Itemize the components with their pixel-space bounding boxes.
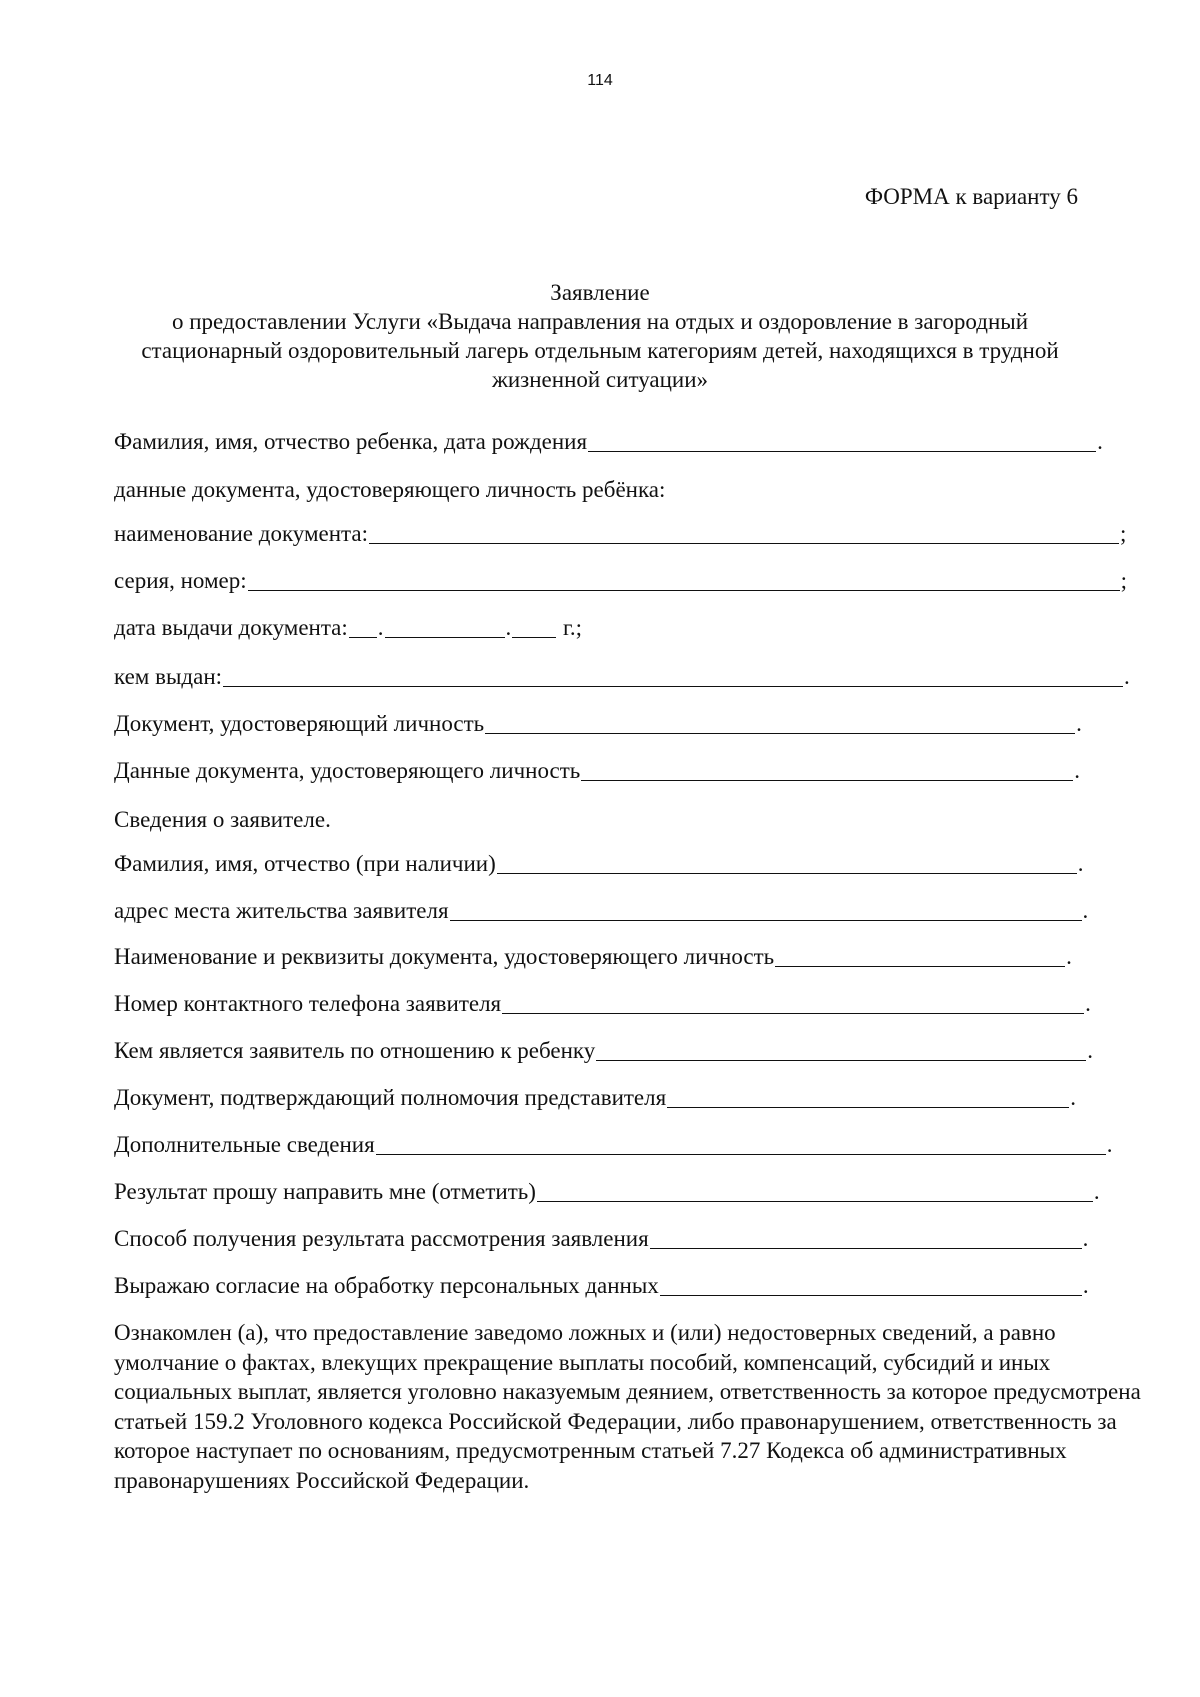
issue-month-field[interactable] bbox=[385, 615, 505, 638]
identity-doc-field[interactable] bbox=[485, 711, 1075, 734]
relation-field[interactable] bbox=[596, 1038, 1086, 1061]
applicant-name-label: Фамилия, имя, отчество (при наличии) bbox=[114, 851, 496, 876]
form-variant-label: ФОРМА к варианту 6 bbox=[864, 184, 1078, 209]
applicant-doc-end: . bbox=[1066, 944, 1072, 969]
relation-row bbox=[114, 1033, 1093, 1065]
authority-doc-field[interactable] bbox=[667, 1085, 1069, 1108]
result-send-end: . bbox=[1093, 1179, 1100, 1204]
authority-doc-row bbox=[114, 1080, 1076, 1112]
result-method-end: . bbox=[1082, 1226, 1089, 1251]
additional-field[interactable] bbox=[376, 1132, 1106, 1155]
document-title bbox=[130, 278, 1070, 394]
issue-date-separator-1: . bbox=[377, 615, 384, 640]
result-method-label: Способ получения результата рассмотрения заявления bbox=[114, 1226, 649, 1251]
result-method-field[interactable] bbox=[650, 1226, 1082, 1249]
authority-doc-label: Документ, подтверждающий полномочия представителя bbox=[114, 1085, 667, 1110]
identity-doc-end: . bbox=[1076, 711, 1082, 736]
phone-row bbox=[114, 986, 1091, 1018]
relation-label: Кем является заявитель по отношению к ребенку bbox=[114, 1038, 596, 1063]
relation-end: . bbox=[1087, 1038, 1093, 1063]
title-line-4: жизненной ситуации» bbox=[491, 367, 709, 392]
phone-end: . bbox=[1085, 991, 1091, 1016]
phone-field[interactable] bbox=[502, 991, 1084, 1014]
result-send-field[interactable] bbox=[537, 1179, 1093, 1202]
issue-date-row bbox=[114, 610, 582, 642]
series-number-end: ; bbox=[1120, 568, 1127, 593]
series-number-label: серия, номер: bbox=[114, 568, 247, 593]
result-send-row bbox=[114, 1174, 1100, 1206]
issue-date-suffix: г.; bbox=[557, 615, 583, 640]
issue-date-separator-2: . bbox=[505, 615, 512, 640]
applicant-address-end: . bbox=[1082, 898, 1089, 923]
phone-label: Номер контактного телефона заявителя bbox=[114, 991, 502, 1016]
title-line-2: о предоставлении Услуги «Выдача направления на отдых и оздоровление в загородный bbox=[171, 309, 1029, 334]
authority-doc-end: . bbox=[1070, 1085, 1076, 1110]
applicant-address-label: адрес места жительства заявителя bbox=[114, 898, 449, 923]
doc-name-end: ; bbox=[1120, 521, 1127, 546]
consent-end: . bbox=[1082, 1273, 1089, 1298]
consent-field[interactable] bbox=[660, 1273, 1082, 1296]
issued-by-field[interactable] bbox=[223, 664, 1123, 687]
identity-doc-data-label: Данные документа, удостоверяющего личность bbox=[114, 758, 581, 783]
issue-day-field[interactable] bbox=[349, 615, 377, 638]
doc-name-field[interactable] bbox=[369, 521, 1119, 544]
applicant-header: Сведения о заявителе. bbox=[114, 807, 331, 832]
additional-end: . bbox=[1106, 1132, 1113, 1157]
consent-row bbox=[114, 1268, 1089, 1300]
applicant-doc-row bbox=[114, 939, 1072, 971]
identity-doc-data-field[interactable] bbox=[581, 758, 1073, 781]
applicant-doc-field[interactable] bbox=[775, 944, 1065, 967]
child-name-row bbox=[114, 424, 1103, 456]
applicant-doc-label: Наименование и реквизиты документа, удостоверяющего личность bbox=[114, 944, 775, 969]
issue-year-field[interactable] bbox=[512, 615, 556, 638]
doc-name-row bbox=[114, 516, 1126, 548]
additional-row bbox=[114, 1127, 1112, 1159]
issued-by-label: кем выдан: bbox=[114, 664, 223, 689]
doc-name-label: наименование документа: bbox=[114, 521, 368, 546]
identity-doc-data-row bbox=[114, 753, 1080, 785]
page-number: 114 bbox=[587, 72, 613, 89]
additional-label: Дополнительные сведения bbox=[114, 1132, 375, 1157]
series-number-row bbox=[114, 563, 1127, 595]
consent-label: Выражаю согласие на обработку персональных данных bbox=[114, 1273, 659, 1298]
applicant-name-row bbox=[114, 846, 1084, 878]
result-method-row bbox=[114, 1221, 1088, 1253]
identity-doc-data-end: . bbox=[1074, 758, 1081, 783]
applicant-address-row bbox=[114, 893, 1088, 925]
legal-notice: Ознакомлен (а), что предоставление заведомо ложных и (или) недостоверных сведений, а равно умолчание о фактах, влекущих прекращение выплаты пособий, компенсаций, субсидий и иных социальных выплат, является уголовно наказуемым деянием, ответственность за которое предусмотрена статьей 159.2 Уголовного кодекса Российской Федерации, либо правонарушением, ответственность за которое наступает по основаниям, предусмотренным статьей 7.27 Кодекса об административных правонарушениях Российской Федерации. bbox=[114, 1320, 1141, 1493]
title-line-1: Заявление bbox=[550, 280, 650, 305]
child-name-label: Фамилия, имя, отчество ребенка, дата рождения bbox=[114, 429, 588, 454]
applicant-address-field[interactable] bbox=[450, 898, 1082, 921]
issued-by-end: . bbox=[1124, 664, 1130, 689]
child-doc-header: данные документа, удостоверяющего личность ребёнка: bbox=[114, 477, 666, 502]
child-name-end: . bbox=[1097, 429, 1103, 454]
applicant-name-field[interactable] bbox=[497, 851, 1077, 874]
title-line-3: стационарный оздоровительный лагерь отдельным категориям детей, находящихся в трудной bbox=[141, 338, 1059, 363]
series-number-field[interactable] bbox=[248, 568, 1120, 591]
applicant-name-end: . bbox=[1077, 851, 1084, 876]
issued-by-row bbox=[114, 659, 1130, 691]
child-name-field[interactable] bbox=[588, 429, 1096, 452]
result-send-label: Результат прошу направить мне (отметить) bbox=[114, 1179, 536, 1204]
identity-doc-label: Документ, удостоверяющий личность bbox=[114, 711, 485, 736]
identity-doc-row bbox=[114, 706, 1082, 738]
issue-date-label: дата выдачи документа: bbox=[114, 615, 348, 640]
